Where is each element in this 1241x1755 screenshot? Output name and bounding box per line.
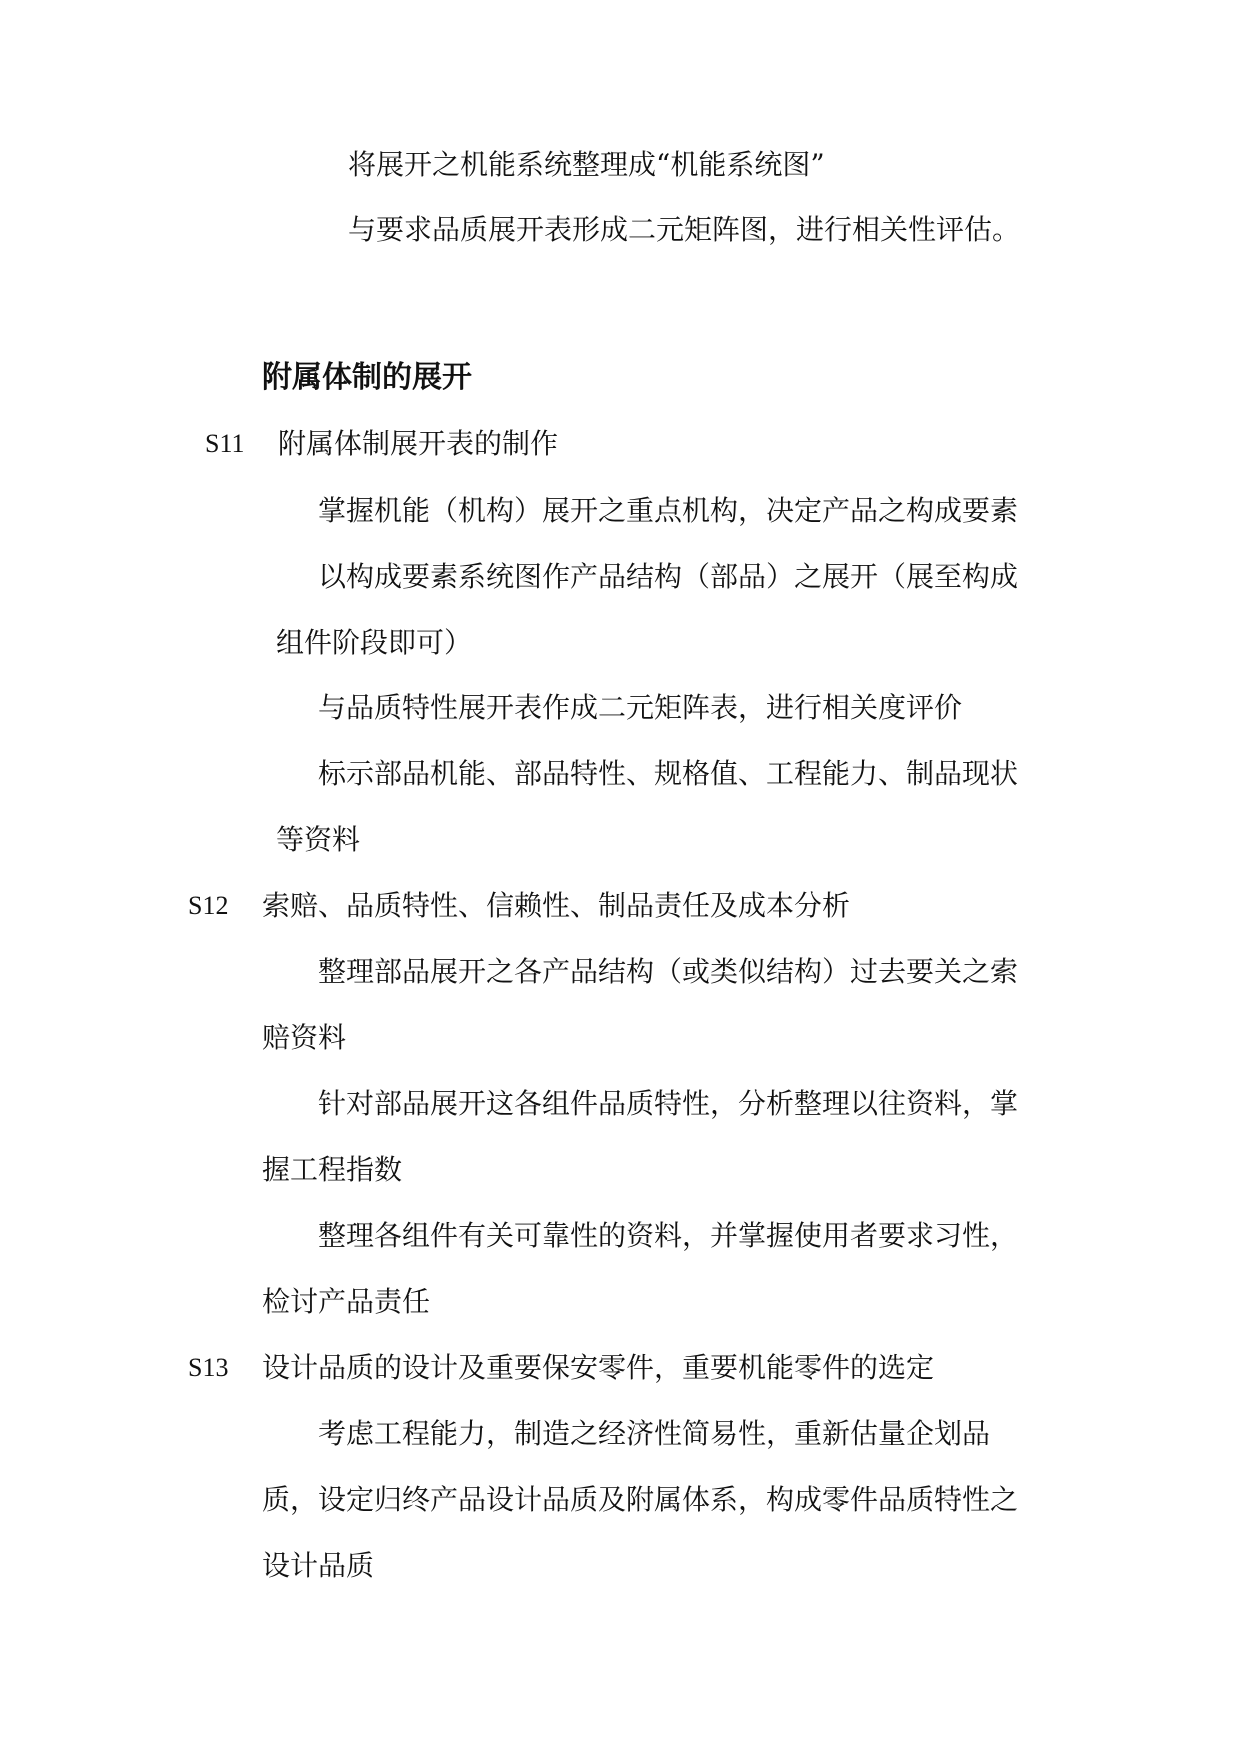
s11-paragraph-3-line-1: 与品质特性展开表作成二元矩阵表，进行相关度评价 [318, 691, 963, 724]
s12-paragraph-2-line-2: 握工程指数 [262, 1153, 403, 1186]
s12-paragraph-3-line-1: 整理各组件有关可靠性的资料，并掌握使用者要求习性， [318, 1219, 1019, 1252]
s11-paragraph-1-line-1: 掌握机能（机构）展开之重点机构，决定产品之构成要素 [318, 494, 1019, 527]
s11-paragraph-4-line-1: 标示部品机能、部品特性、规格值、工程能力、制品现状 [318, 757, 1019, 790]
step-code-s12: S12 [188, 891, 229, 920]
intro-line-1: 将展开之机能系统整理成“机能系统图” [348, 148, 825, 181]
s12-paragraph-1-line-2: 赔资料 [262, 1021, 347, 1054]
s12-paragraph-1-line-1: 整理部品展开之各产品结构（或类似结构）过去要关之索 [318, 955, 1019, 988]
intro-line-2: 与要求品质展开表形成二元矩阵图，进行相关性评估。 [348, 213, 1021, 246]
s11-paragraph-2-line-1: 以构成要素系统图作产品结构（部品）之展开（展至构成 [318, 560, 1019, 593]
s11-paragraph-2-line-2: 组件阶段即可） [276, 626, 473, 659]
s12-paragraph-3-line-2: 检讨产品责任 [262, 1285, 431, 1318]
step-code-s11: S11 [205, 429, 245, 458]
s13-paragraph-1-line-1: 考虑工程能力，制造之经济性简易性，重新估量企划品 [318, 1417, 991, 1450]
step-title-s13: 设计品质的设计及重要保安零件，重要机能零件的选定 [262, 1351, 935, 1384]
step-title-s11: 附属体制展开表的制作 [278, 427, 559, 460]
s11-paragraph-4-line-2: 等资料 [276, 823, 361, 856]
section-title: 附属体制的展开 [262, 360, 472, 395]
s13-paragraph-1-line-2: 质，设定归终产品设计品质及附属体系，构成零件品质特性之 [262, 1483, 1019, 1516]
step-title-s12: 索赔、品质特性、信赖性、制品责任及成本分析 [262, 889, 851, 922]
step-code-s13: S13 [188, 1353, 229, 1382]
s12-paragraph-2-line-1: 针对部品展开这各组件品质特性，分析整理以往资料，掌 [318, 1087, 1019, 1120]
s13-paragraph-1-line-3: 设计品质 [262, 1549, 375, 1582]
